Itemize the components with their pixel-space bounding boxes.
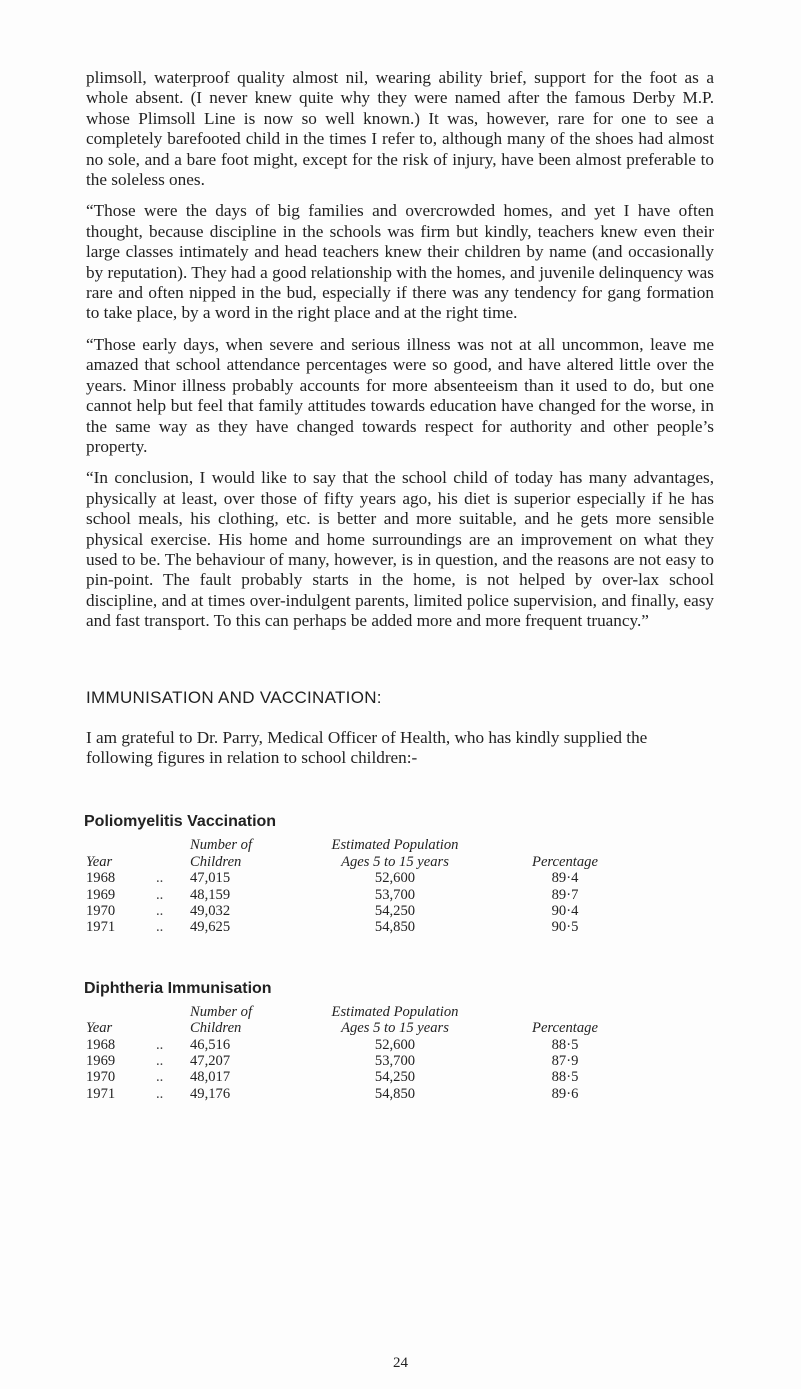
table-row (86, 919, 635, 935)
diphtheria-header-children (190, 1004, 295, 1037)
diphtheria-percentage-cell: 88·5 (551, 1069, 579, 1086)
diphtheria-percentage-cell: 89·6 (551, 1085, 579, 1102)
leader-dots: .. (156, 919, 164, 936)
paragraph-big-families: “Those were the days of big families and overcrowded homes, and yet I have often thought, because discipline in the schools was firm but kindly, teachers knew even their large classes intimately and head teachers knew their children by name (and occasionally by reputation). They had a good relationship with the homes, and juvenile delinquency was rare and often nipped in the bud, especially if there was any tendency for gang formation to take place, by a word in the right place and at the right time. (86, 201, 714, 323)
diphtheria-table-block (86, 980, 714, 1102)
polio-year-cell: 1968 (86, 870, 116, 887)
polio-year-cell: 1969 (86, 886, 116, 903)
polio-children-cell: 48,159 (190, 886, 231, 903)
diphtheria-header-children-line1: Number of (190, 1003, 253, 1020)
paragraph-early-days: “Those early days, when severe and serious illness was not at all uncommon, leave me amazed that school attendance percentages were so good, and have altered little over the years. Minor illness probably accounts for more absenteeism than it used to do, but one cannot help but feel that family attitudes towards education have changed for the worse, in the same way as they have changed towards respect for authority and other people’s property. (86, 334, 714, 456)
polio-year-cell: 1971 (86, 919, 116, 936)
polio-children-cell: 47,015 (190, 870, 231, 887)
polio-percentage-cell: 90·5 (551, 919, 579, 936)
polio-header-percentage: Percentage (532, 853, 598, 870)
diphtheria-header-spacer (156, 1004, 190, 1037)
diphtheria-year-cell: 1969 (86, 1053, 116, 1070)
paragraph-plimsoll: plimsoll, waterproof quality almost nil, wearing ability brief, support for the foot as a whole absent. (I never knew quite why they were named after the famous Derby M.P. whose Plimsoll Line is now so well known.) It was, however, rare for one to see a completely barefooted child in the times I refer to, although many of the shoes had almost no sole, and a bare foot might, except for the risk of injury, have been almost preferable to the soleless ones. (86, 68, 714, 190)
leader-dots: .. (156, 1053, 164, 1070)
table-row (86, 1069, 635, 1085)
polio-estimated-cell: 52,600 (374, 870, 416, 887)
polio-table-title: Poliomyelitis Vaccination (84, 813, 277, 831)
polio-percentage-cell: 89·7 (551, 886, 579, 903)
leader-dots: .. (156, 1069, 164, 1086)
diphtheria-header-year: Year (86, 1020, 113, 1037)
section-heading-immunisation: IMMUNISATION AND VACCINATION: (86, 687, 382, 707)
polio-header-children-line1: Number of (190, 837, 253, 854)
polio-header-year: Year (86, 853, 113, 870)
table-row (86, 1053, 635, 1069)
section-intro: I am grateful to Dr. Parry, Medical Officer of Health, who has kindly supplied the following figures in relation to school children:- (86, 727, 648, 767)
polio-header-estimated-line2: Ages 5 to 15 years (341, 853, 449, 870)
polio-header-children (190, 837, 295, 870)
leader-dots: .. (156, 870, 164, 887)
page-number: 24 (393, 1355, 408, 1371)
diphtheria-year-cell: 1968 (86, 1036, 116, 1053)
diphtheria-header-estimated-line1: Estimated Population (331, 1003, 459, 1020)
polio-estimated-cell: 53,700 (374, 886, 416, 903)
polio-children-cell: 49,032 (190, 903, 231, 919)
diphtheria-percentage-cell: 87·9 (551, 1053, 579, 1070)
diphtheria-header-estimated (295, 1004, 495, 1037)
diphtheria-table-header-row (86, 1004, 635, 1037)
diphtheria-estimated-cell: 54,250 (374, 1069, 416, 1086)
polio-percentage-cell: 89·4 (551, 870, 579, 887)
diphtheria-estimated-cell: 53,700 (374, 1053, 416, 1070)
diphtheria-year-cell: 1971 (86, 1085, 116, 1102)
diphtheria-estimated-cell: 54,850 (374, 1085, 416, 1102)
polio-header-spacer (156, 837, 190, 870)
document-page (86, 68, 714, 1146)
diphtheria-header-children-line2: Children (190, 1020, 242, 1037)
polio-year-cell: 1970 (86, 903, 116, 919)
diphtheria-header-percentage: Percentage (532, 1020, 598, 1037)
diphtheria-header-estimated-line2: Ages 5 to 15 years (341, 1020, 449, 1037)
diphtheria-year-cell: 1970 (86, 1069, 116, 1086)
leader-dots: .. (156, 903, 164, 919)
diphtheria-children-cell: 49,176 (190, 1085, 231, 1102)
polio-estimated-cell: 54,250 (374, 903, 416, 919)
polio-table (86, 837, 635, 935)
diphtheria-children-cell: 46,516 (190, 1036, 231, 1053)
diphtheria-table-title: Diphtheria Immunisation (84, 979, 272, 997)
polio-percentage-cell: 90·4 (551, 903, 579, 919)
diphtheria-estimated-cell: 52,600 (374, 1036, 416, 1053)
table-row (86, 1086, 635, 1102)
polio-table-header-row (86, 837, 635, 870)
polio-header-estimated (295, 837, 495, 870)
polio-header-estimated-line1: Estimated Population (331, 837, 459, 854)
table-row (86, 1037, 635, 1053)
leader-dots: .. (156, 1036, 164, 1053)
leader-dots: .. (156, 1085, 164, 1102)
polio-header-children-line2: Children (190, 853, 242, 870)
leader-dots: .. (156, 886, 164, 903)
diphtheria-percentage-cell: 88·5 (551, 1036, 579, 1053)
diphtheria-children-cell: 47,207 (190, 1053, 231, 1070)
polio-table-block (86, 813, 714, 935)
table-row (86, 903, 635, 919)
table-row (86, 887, 635, 903)
polio-estimated-cell: 54,850 (374, 919, 416, 936)
polio-children-cell: 49,625 (190, 919, 231, 936)
diphtheria-table (86, 1004, 635, 1102)
paragraph-conclusion: “In conclusion, I would like to say that the school child of today has many advantages, physically at least, over those of fifty years ago, his diet is superior especially if he has school meals, his clothing, etc. is better and more suitable, and he gets more sensible physical exercise. His home and home surroundings are an improvement on what they used to be. The behaviour of many, however, is in question, and the reasons are not easy to pin-point. The fault probably starts in the home, is not helped by over-lax school discipline, and at times over-indulgent parents, limited police supervision, and finally, easy and fast transport. To this can perhaps be added more and more frequent truancy.” (86, 468, 714, 631)
diphtheria-children-cell: 48,017 (190, 1069, 231, 1086)
table-row (86, 870, 635, 886)
